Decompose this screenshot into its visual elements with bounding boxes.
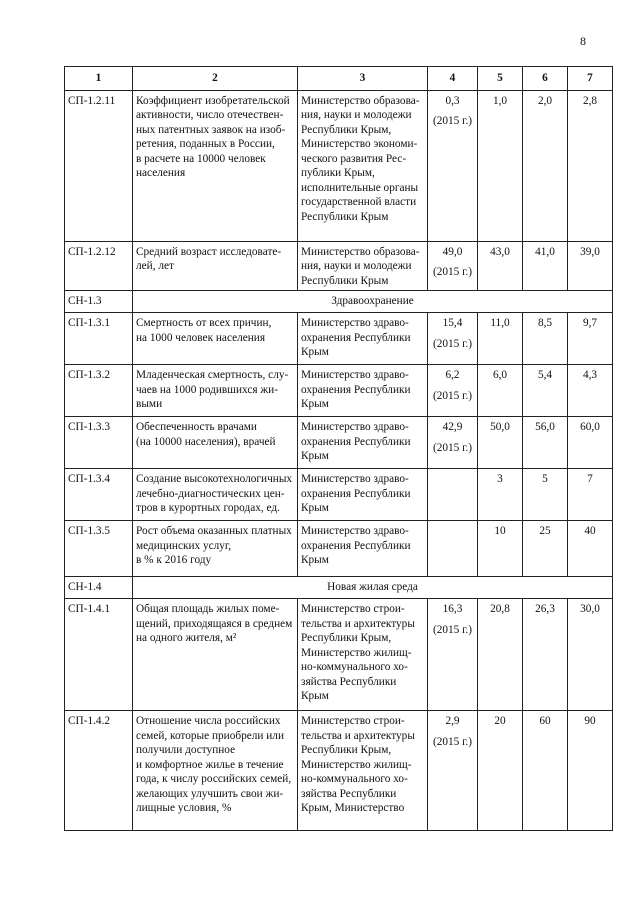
indicator-name-line: щений, приходящаяся в среднем [136,617,293,630]
indicator-name [133,241,298,291]
indicator-name-line: в расчете на 10000 человек [136,152,266,165]
responsible-body-line: Крым [301,450,329,462]
base-year: (2015 г.) [432,337,473,350]
indicator-name-line: Общая площадь жилых поме- [136,603,280,615]
responsible-body-line: Министерство здраво- [301,421,409,433]
target-value-7: 7 [568,469,613,521]
indicator-name-line: населения [136,167,186,179]
indicator-code: СП-1.2.11 [65,90,133,241]
indicator-name [133,417,298,469]
section-title: Новая жилая среда [133,577,613,599]
responsible-body-line: Республики Крым, [301,632,392,644]
target-value-5: 10 [478,521,523,577]
indicator-name [133,469,298,521]
indicator-name [133,599,298,711]
indicator-code: СП-1.3.3 [65,417,133,469]
indicator-name-line: в % к 2016 году [136,554,212,566]
target-value-7: 90 [568,711,613,831]
responsible-body-line: Министерство жилищ- [301,758,412,771]
responsible-body-line: Министерство образова- [301,94,420,107]
indicator-name-line: Коэффициент изобретательской [136,94,290,107]
base-value: 2,9 [445,715,460,727]
col-header-5: 5 [478,67,523,91]
responsible-body-line: Крым [301,502,329,514]
responsible-body-line: охранения Республики [301,383,411,396]
responsible-body-line: но-коммунального хо- [301,773,408,785]
base-value: 49,0 [442,245,463,258]
indicator-code: СП-1.4.1 [65,599,133,711]
indicator-name-line: года, к числу российских семей, [136,773,292,785]
target-value-5: 43,0 [478,241,523,291]
target-value-5: 20 [478,711,523,831]
col-header-3: 3 [298,67,428,91]
responsible-body-line: охранения Республики [301,331,411,344]
col-header-2: 2 [133,67,298,91]
base-year: (2015 г.) [432,389,473,402]
base-value-cell [428,469,478,521]
base-value: 15,4 [442,317,463,329]
table-row [65,599,613,711]
table-row [65,365,613,417]
responsible-body-line: тельства и архитектуры [301,729,415,742]
indicator-name [133,521,298,577]
responsible-body [298,241,428,291]
indicator-name-line: медицинских услуг, [136,539,232,552]
responsible-body-line: публики Крым, [301,167,375,179]
col-header-6: 6 [523,67,568,91]
target-value-6: 8,5 [523,313,568,365]
section-code: СН-1.4 [65,577,133,599]
indicator-code: СП-1.3.1 [65,313,133,365]
responsible-body-line: Крым [301,690,329,702]
base-value-cell [428,90,478,241]
indicator-name-line: Средний возраст исследовате- [136,245,282,258]
base-year: (2015 г.) [432,623,473,636]
responsible-body-line: Министерство здраво- [301,525,409,537]
responsible-body-line: Министерство образова- [301,245,420,258]
indicator-code: СП-1.3.2 [65,365,133,417]
responsible-body-line: зяйства Республики [301,675,397,688]
indicator-name-line: чаев на 1000 родившихся жи- [136,383,278,396]
target-value-6: 25 [523,521,568,577]
target-value-6: 26,3 [523,599,568,711]
base-value: 16,3 [442,603,463,615]
indicator-name-line: семей, которые приобрели или [136,729,284,742]
col-header-1: 1 [65,67,133,91]
indicator-name-line: желающих улучшить свои жи- [136,787,284,800]
target-value-5: 11,0 [478,313,523,365]
responsible-body [298,599,428,711]
indicator-name-line: Младенческая смертность, слу- [136,369,289,381]
section-title: Здравоохранение [133,291,613,313]
responsible-body-line: Министерство экономи- [301,138,418,150]
responsible-body [298,521,428,577]
indicator-name-line: выми [136,398,163,410]
table-row [65,711,613,831]
table-row [65,90,613,241]
target-value-6: 5 [523,469,568,521]
page-number: 8 [580,34,586,48]
indicator-name-line: на одного жителя, м² [136,632,237,644]
base-value-cell [428,241,478,291]
responsible-body-line: Министерство здраво- [301,317,409,329]
indicator-name-line: лечебно-диагностических цен- [136,487,285,500]
responsible-body [298,469,428,521]
responsible-body-line: Министерство здраво- [301,473,409,485]
indicator-name-line: и комфортное жилье в течение [136,758,284,771]
indicator-name-line: на 1000 человек населения [136,331,266,344]
responsible-body-line: Министерство строи- [301,603,405,615]
indicator-name [133,90,298,241]
responsible-body-line: Республики Крым, [301,744,392,756]
header-row [65,67,613,91]
col-header-4: 4 [428,67,478,91]
responsible-body [298,90,428,241]
responsible-body-line: исполнительные органы [301,181,419,194]
table-row [65,469,613,521]
target-value-5: 3 [478,469,523,521]
responsible-body-line: Республики Крым [301,210,389,223]
responsible-body-line: Крым [301,554,329,566]
indicator-name-line: лищные условия, % [136,802,232,814]
indicator-name-line: Создание высокотехнологичных [136,473,293,485]
responsible-body-line: Крым, Министерство [301,802,405,814]
target-value-7: 2,8 [568,90,613,241]
base-value-cell [428,313,478,365]
indicator-name-line: Обеспеченность врачами [136,421,257,433]
target-value-6: 5,4 [523,365,568,417]
indicator-code: СП-1.2.12 [65,241,133,291]
indicator-name-line: Отношение числа российских [136,715,281,727]
table-row [65,313,613,365]
responsible-body-line: Министерство здраво- [301,369,409,381]
indicator-name-line: ретения, поданных в России, [136,138,275,150]
target-value-5: 6,0 [478,365,523,417]
base-value: 6,2 [445,369,460,381]
base-year: (2015 г.) [432,735,473,748]
table-row [65,417,613,469]
target-value-6: 56,0 [523,417,568,469]
indicator-code: СП-1.3.4 [65,469,133,521]
indicator-name-line: лей, лет [136,260,174,272]
responsible-body-line: Республики Крым, [301,123,392,136]
indicator-code: СП-1.4.2 [65,711,133,831]
responsible-body-line: но-коммунального хо- [301,661,408,673]
responsible-body-line: охранения Республики [301,435,411,448]
section-row [65,577,613,599]
responsible-body-line: Министерство жилищ- [301,646,412,659]
target-value-6: 60 [523,711,568,831]
indicator-name [133,313,298,365]
base-value: 0,3 [445,94,460,107]
indicator-name-line: Рост объема оказанных платных [136,525,292,537]
indicator-code: СП-1.3.5 [65,521,133,577]
target-value-6: 41,0 [523,241,568,291]
indicator-name [133,365,298,417]
target-value-7: 9,7 [568,313,613,365]
indicator-name-line: (на 10000 населения), врачей [136,435,276,448]
indicator-name-line: активности, число отечествен- [136,109,284,121]
table-row [65,521,613,577]
responsible-body-line: ния, науки и молодежи [301,109,412,121]
target-value-5: 50,0 [478,417,523,469]
section-row [65,291,613,313]
base-year: (2015 г.) [432,115,473,127]
base-value-cell [428,365,478,417]
base-value-cell [428,521,478,577]
responsible-body-line: тельства и архитектуры [301,617,415,630]
target-value-5: 1,0 [478,90,523,241]
responsible-body-line: ния, науки и молодежи [301,260,412,272]
section-code: СН-1.3 [65,291,133,313]
responsible-body-line: охранения Республики [301,539,411,552]
indicator-name-line: ных патентных заявок на изоб- [136,123,286,136]
target-value-7: 39,0 [568,241,613,291]
responsible-body-line: Республики Крым [301,274,389,287]
base-value: 42,9 [442,421,463,433]
target-value-7: 4,3 [568,365,613,417]
responsible-body [298,417,428,469]
indicator-name-line: тров в курортных городах, ед. [136,502,280,514]
base-value-cell [428,599,478,711]
base-year: (2015 г.) [432,266,473,278]
responsible-body-line: Министерство строи- [301,715,405,727]
col-header-7: 7 [568,67,613,91]
responsible-body [298,365,428,417]
responsible-body [298,313,428,365]
table-row [65,241,613,291]
responsible-body-line: ческого развития Рес- [301,152,407,165]
responsible-body-line: охранения Республики [301,487,411,500]
target-value-6: 2,0 [523,90,568,241]
indicator-name-line: Смертность от всех причин, [136,317,272,329]
target-value-5: 20,8 [478,599,523,711]
target-value-7: 60,0 [568,417,613,469]
target-value-7: 40 [568,521,613,577]
base-value-cell [428,417,478,469]
responsible-body-line: зяйства Республики [301,787,397,800]
indicator-name-line: получили доступное [136,744,236,756]
responsible-body-line: Крым [301,346,329,358]
indicator-name [133,711,298,831]
responsible-body-line: Крым [301,398,329,410]
responsible-body-line: государственной власти [301,196,417,208]
base-value-cell [428,711,478,831]
base-year: (2015 г.) [432,441,473,454]
indicators-table [64,66,613,831]
responsible-body [298,711,428,831]
target-value-7: 30,0 [568,599,613,711]
